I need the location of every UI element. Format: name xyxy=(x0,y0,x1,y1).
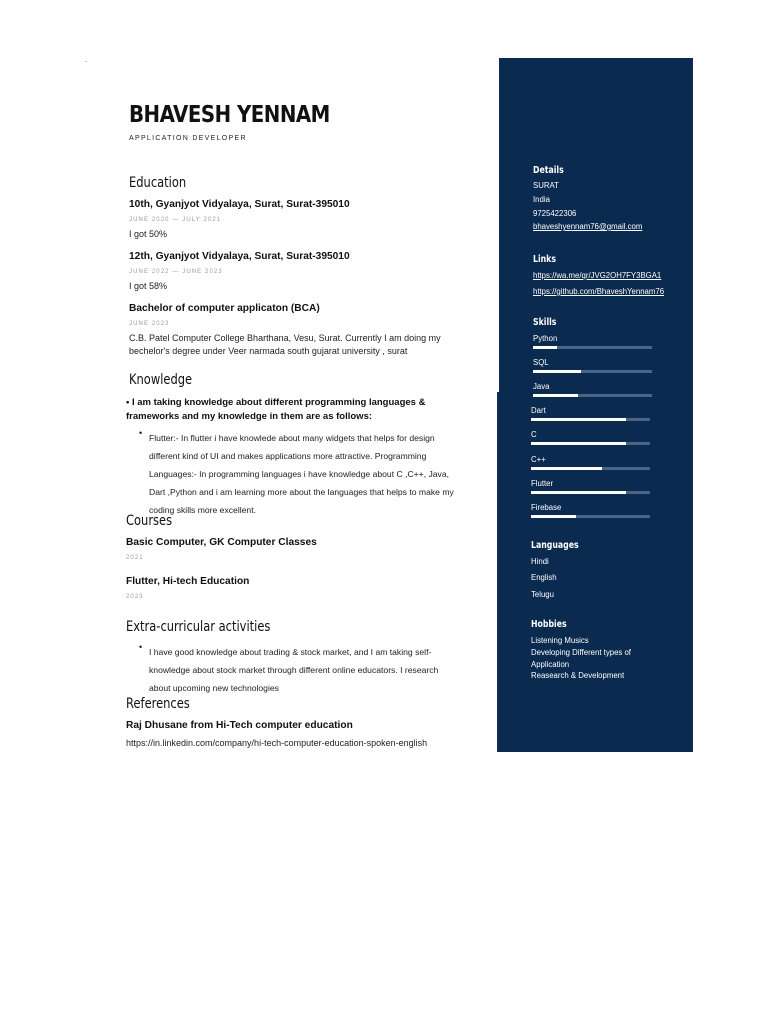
details-country: India xyxy=(533,195,550,204)
skill-bar xyxy=(531,515,650,518)
reference-name: Raj Dhusane from Hi-Tech computer education xyxy=(126,720,353,731)
extra-bullet-text: I have good knowledge about trading & stock market, and I am taking self-knowledge about stock market through different online educators. I research about upcoming new technologies xyxy=(149,647,439,693)
links-heading: Links xyxy=(533,254,556,265)
skill-bar xyxy=(533,346,652,349)
language-item: English xyxy=(531,573,557,582)
skill-label: Firebase xyxy=(531,503,562,512)
skill-bar-fill xyxy=(533,370,581,373)
hobby-item: Listening Musics xyxy=(531,636,589,645)
education-item-title: 10th, Gyanjyot Vidyalaya, Surat, Surat-395010 xyxy=(129,199,350,210)
details-city: SURAT xyxy=(533,181,559,190)
knowledge-heading: Knowledge xyxy=(129,372,193,388)
hobby-item: Developing Different types of xyxy=(531,648,631,657)
skill-label: C++ xyxy=(531,455,546,464)
skill-label: Flutter xyxy=(531,479,554,488)
language-item: Hindi xyxy=(531,557,549,566)
skill-label: SQL xyxy=(533,358,549,367)
skill-bar xyxy=(531,418,650,421)
candidate-name: BHAVESH YENNAM xyxy=(129,102,330,128)
skill-label: Python xyxy=(533,334,558,343)
bullet-icon: • xyxy=(139,642,143,652)
skill-label: Java xyxy=(533,382,550,391)
education-item-text: I got 58% xyxy=(129,281,168,291)
skill-bar-fill xyxy=(531,442,626,445)
list-item xyxy=(139,642,449,696)
course-item-date: 2023 xyxy=(126,594,144,600)
details-phone: 9725422306 xyxy=(533,209,577,218)
course-item-title: Flutter, Hi-tech Education xyxy=(126,576,250,587)
skill-bar xyxy=(531,467,650,470)
references-heading: References xyxy=(126,696,190,712)
hobbies-heading: Hobbies xyxy=(531,619,567,630)
language-item: Telugu xyxy=(531,590,554,599)
education-item-title: Bachelor of computer applicaton (BCA) xyxy=(129,303,320,314)
knowledge-intro: • I am taking knowledge about different programming languages & frameworks and my knowledge in them are as follows: xyxy=(126,397,426,422)
course-item-title: Basic Computer, GK Computer Classes xyxy=(126,537,317,548)
details-heading: Details xyxy=(533,165,564,176)
skill-label: Dart xyxy=(531,406,546,415)
details-email-link[interactable]: bhaveshyennam76@gmail.com xyxy=(533,222,643,231)
whatsapp-link[interactable]: https://wa.me/qr/JVG2OH7FY3BGA1 xyxy=(533,271,662,280)
hobby-item: Reasearch & Development xyxy=(531,671,625,680)
hobby-item: Application xyxy=(531,660,570,669)
education-item-text: C.B. Patel Computer College Bharthana, Vesu, Surat. Currently I am doing my bechelor's degree under Veer narmada south gujarat university , surat xyxy=(129,333,441,356)
candidate-role: APPLICATION DEVELOPER xyxy=(129,135,247,142)
skill-bar xyxy=(531,442,650,445)
skill-bar-fill xyxy=(533,394,578,397)
skill-bar-fill xyxy=(533,346,557,349)
education-item-date: JUNE 2023 xyxy=(129,321,170,327)
skill-bar-fill xyxy=(531,515,576,518)
sidebar-panel-bottom xyxy=(497,392,693,752)
education-heading: Education xyxy=(129,175,187,191)
skill-bar-fill xyxy=(531,467,602,470)
skill-bar xyxy=(533,370,652,373)
bullet-icon: • xyxy=(139,428,143,438)
course-item-date: 2021 xyxy=(126,555,144,561)
knowledge-list xyxy=(139,428,467,518)
knowledge-bullet-text: Flutter:- In flutter i have knowlede about many widgets that helps for design different kind of UI and makes applications more attractive. Programming Languages:- In programming languages i have knowledge about C ,C++, Java, Dart ,Python and i am learning more about the languages that helps to make my coding skills more excellent. xyxy=(149,433,454,515)
skill-bar xyxy=(533,394,652,397)
reference-link[interactable]: https://in.linkedin.com/company/hi-tech-computer-education-spoken-english xyxy=(126,738,428,748)
courses-heading: Courses xyxy=(126,513,173,529)
education-item-date: JUNE 2020 — JULY 2021 xyxy=(129,217,222,223)
github-link[interactable]: https://github.com/BhaveshYennam76 xyxy=(533,287,665,296)
skill-bar-fill xyxy=(531,418,626,421)
stray-mark: . xyxy=(85,55,88,64)
extra-list xyxy=(139,642,449,696)
skill-label: C xyxy=(531,430,537,439)
education-item-text: I got 50% xyxy=(129,229,168,239)
education-item-date: JUNE 2022 — JUNE 2023 xyxy=(129,269,223,275)
languages-heading: Languages xyxy=(531,540,579,551)
skill-bar xyxy=(531,491,650,494)
skills-heading: Skills xyxy=(533,317,557,328)
extra-heading: Extra-curricular activities xyxy=(126,619,271,635)
education-item-title: 12th, Gyanjyot Vidyalaya, Surat, Surat-395010 xyxy=(129,251,350,262)
skill-bar-fill xyxy=(531,491,626,494)
list-item xyxy=(139,428,467,518)
